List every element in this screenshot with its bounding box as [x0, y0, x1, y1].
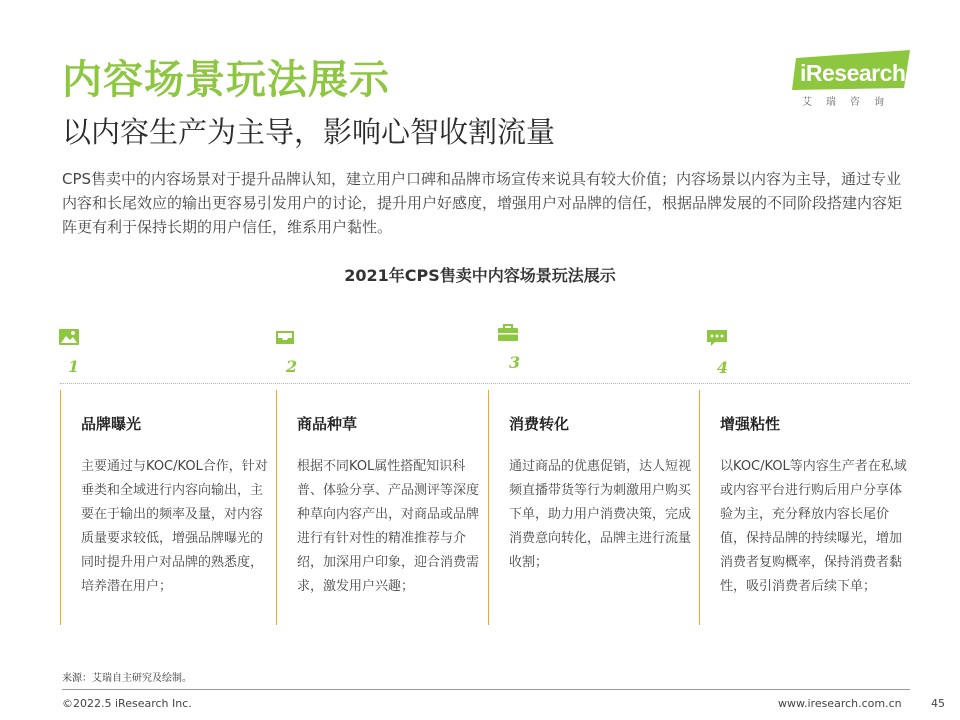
source-note: 来源：艾瑞自主研究及绘制。	[62, 673, 192, 684]
step-number-4: 4	[717, 358, 729, 377]
iresearch-logo	[792, 50, 912, 108]
website-link[interactable]: www.iresearch.com.cn	[778, 697, 902, 710]
chart-title: 2021年CPS售卖中内容场景玩法展示	[344, 266, 616, 285]
page-subtitle: 以内容生产为主导，影响心智收割流量	[62, 115, 556, 149]
step-number-2: 2	[286, 357, 298, 376]
step-description: 通过商品的优惠促销，达人短视频直播带货等行为刺激用户购买下单，助力用户消费决策，完成消费意向转化，品牌主进行流量收割；	[509, 459, 692, 570]
step-description: 主要通过与KOC/KOL合作，针对垂类和全域进行内容向输出，主要在于输出的频率及量，对内容质量要求较低，增强品牌曝光的同时提升用户对品牌的熟悉度，培养潜在用户；	[81, 459, 268, 594]
column-line	[488, 390, 489, 625]
logo-subtitle: 艾瑞咨询	[802, 97, 898, 108]
step-number-1: 1	[68, 357, 80, 376]
column-line	[699, 390, 700, 625]
footer-divider	[62, 689, 910, 690]
step-title: 商品种草	[297, 415, 358, 433]
page-number: 45	[931, 697, 945, 710]
step-title: 消费转化	[509, 415, 570, 433]
column-line	[60, 390, 61, 625]
inbox-icon	[274, 328, 296, 346]
copyright: ©2022.5 iResearch Inc.	[62, 697, 192, 710]
column-line	[276, 390, 277, 625]
chat-icon	[706, 329, 728, 347]
dotted-divider	[60, 383, 910, 384]
image-icon	[58, 328, 80, 346]
logo-wordmark: iResearch	[800, 60, 906, 86]
intro-paragraph: CPS售卖中的内容场景对于提升品牌认知，建立用户口碑和品牌市场宣传来说具有较大价值；内容场景以内容为主导，通过专业内容和长尾效应的输出更容易引发用户的讨论，提升用户好感度，增强用户对品牌的信任，根据品牌发展的不同阶段搭建内容矩阵更有利于保持长期的用户信任，维系用户黏性。	[62, 170, 903, 236]
briefcase-icon	[497, 324, 519, 342]
step-title: 品牌曝光	[81, 415, 142, 433]
page-title: 内容场景玩法展示	[62, 57, 390, 103]
step-description: 根据不同KOL属性搭配知识科普、体验分享、产品测评等深度种草向内容产出，对商品或品牌进行有针对性的精准推荐与介绍，加深用户印象，迎合消费需求，激发用户兴趣；	[297, 459, 480, 594]
step-number-3: 3	[509, 353, 521, 372]
step-title: 增强粘性	[720, 415, 781, 433]
step-description: 以KOC/KOL等内容生产者在私域或内容平台进行购后用户分享体验为主，充分释放内容长尾价值，保持品牌的持续曝光，增加消费者复购概率，保持消费者黏性，吸引消费者后续下单；	[720, 459, 907, 594]
